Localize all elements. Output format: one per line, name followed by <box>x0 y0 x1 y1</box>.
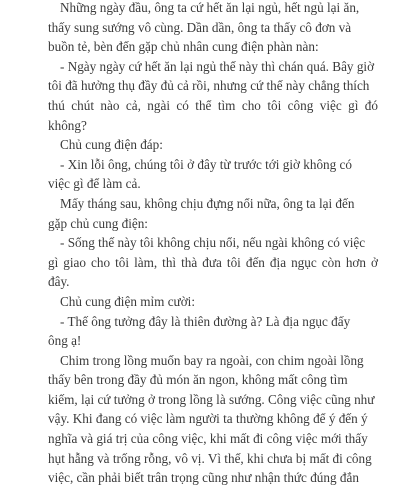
paragraph-8: - Thế ông tưởng đây là thiên đường à? Là địa ngục đấy ông ạ! <box>48 313 351 349</box>
paragraph-3: Chủ cung điện đáp: <box>60 137 163 153</box>
paragraph-5: Mấy tháng sau, không chịu đựng nổi nữa, ông ta lại đến gặp chủ cung điện: <box>48 195 355 231</box>
paragraph-6: - Sống thế này tôi không chịu nổi, nếu ngài không có việc gì giao cho tôi làm, thì thà đưa tôi đến địa ngục còn hơn ở đây. <box>48 235 378 290</box>
paragraph-7: Chủ cung điện mỉm cười: <box>60 293 195 309</box>
paragraph-9: Chim trong lồng muốn bay ra ngoài, con chim ngoài lồng thấy bên trong đầy đủ món ăn ngon, không mất công tìm kiếm, lại cứ tưởng ở trong lồng là sướng. Công việc cũng như vậy. Khi đang có việc làm người ta thường không để ý đến ý nghĩa và giá trị của công việc, khi mất đi công việc mới thấy hụt hẫng và trống rỗng, vô vị. Vì thế, khi chưa bị mất đi công việc, cần phải biết trân trọng cũng như nhận thức đúng đắn <box>48 352 375 486</box>
paragraph-1: Những ngày đầu, ông ta cứ hết ăn lại ngủ, hết ngủ lại ăn, thấy sung sướng vô cùng. Dần dần, ông ta thấy cô đơn và buồn tẻ, bèn đến gặp chủ nhân cung điện phàn nàn: <box>48 0 360 55</box>
body-text <box>48 0 378 488</box>
paragraph-2: - Ngày ngày cứ hết ăn lại ngủ thế này thì chán quá. Bây giờ tôi đã hưởng thụ đầy đủ cả rồi, nhưng cứ thế này chẳng thích thú chút nào cả, ngài có thể tìm cho tôi công việc gì đó không? <box>48 58 378 133</box>
paragraph-4: - Xin lỗi ông, chúng tôi ở đây từ trước tới giờ không có việc gì để làm cả. <box>48 156 352 192</box>
